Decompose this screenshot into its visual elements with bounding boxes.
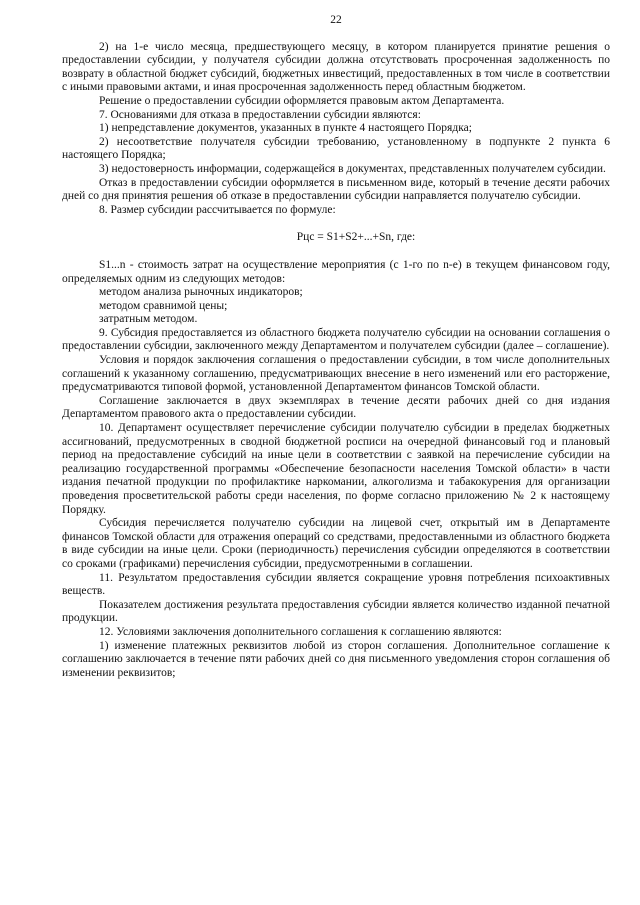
paragraph-9: 9. Субсидия предоставляется из областного бюджета получателю субсидии на основании соглашения о предоставлении субсидии, заключенного между Департаментом и получателем субсидии (далее – соглашение). bbox=[62, 326, 610, 353]
paragraph-11: 11. Результатом предоставления субсидии является сокращение уровня потребления психоактивных веществ. bbox=[62, 571, 610, 598]
paragraph-refusal: Отказ в предоставлении субсидии оформляется в письменном виде, который в течение десяти рабочих дней со дня принятия решения об отказе в предоставлении субсидии направляется получателю субсидии. bbox=[62, 176, 610, 203]
paragraph-7-1: 1) непредставление документов, указанных в пункте 4 настоящего Порядка; bbox=[99, 122, 472, 135]
paragraph-s1-definition: S1...n - стоимость затрат на осуществление мероприятия (с 1-го по n-е) в текущем финансовом году, определяемых одним из следующих методов: bbox=[62, 258, 610, 285]
method-cost: затратным методом. bbox=[99, 313, 198, 326]
subsidy-formula: Рцс = S1+S2+...+Sn, где: bbox=[296, 231, 416, 244]
paragraph-10: 10. Департамент осуществляет перечисление субсидии получателю субсидии в пределах бюджетных ассигнований, предусмотренных в сводной бюджетной росписи на очередной финансовый год и плановый период на предоставление субсидий на иные цели в соответствии с заявкой на перечисление субсидии на реализацию государственной программы «Обеспечение безопасности населения Томской области» в части издания печатной продукции по профилактике наркомании, алкоголизма и табакокурения для организации проведения просветительской работы среди населения, по форме согласно приложению № 2 к настоящему Порядку. bbox=[62, 422, 610, 516]
paragraph-7-3: 3) недостоверность информации, содержащейся в документах, представленных получателем субсидии. bbox=[99, 162, 606, 175]
paragraph-agreement-conditions: Условия и порядок заключения соглашения о предоставлении субсидии, в том числе дополнительных соглашений к указанному соглашению, предусматривающих внесение в него изменений или его расторжение, предусматриваются типовой формой, установленной Департаментом финансов Томской области. bbox=[62, 354, 610, 394]
paragraph-12: 12. Условиями заключения дополнительного соглашения к соглашению являются: bbox=[99, 625, 502, 638]
paragraph-decision: Решение о предоставлении субсидии оформляется правовым актом Департамента. bbox=[99, 94, 505, 107]
paragraph-12-1: 1) изменение платежных реквизитов любой из сторон соглашения. Дополнительное соглашение к соглашению заключается в течение пяти рабочих дней со дня письменного уведомления сторон соглашения об изменении реквизитов; bbox=[62, 639, 610, 679]
paragraph-8: 8. Размер субсидии рассчитывается по формуле: bbox=[99, 203, 336, 216]
paragraph-transfer: Субсидия перечисляется получателю субсидии на лицевой счет, открытый им в Департаменте финансов Томской области для отражения операций со средствами, предоставленными из областного бюджета в виде субсидии на иные цели. Сроки (периодичность) перечисления субсидии определяются в соответствии со сроками (графиками) перечисления субсидии, предусмотренными в соглашении. bbox=[62, 517, 610, 570]
paragraph-agreement-copies: Соглашение заключается в двух экземплярах в течение десяти рабочих дней со дня издания Департаментом правового акта о предоставлении субсидии. bbox=[62, 394, 610, 421]
page-number: 22 bbox=[330, 14, 342, 26]
method-market-indicators: методом анализа рыночных индикаторов; bbox=[99, 286, 303, 299]
paragraph-7-2: 2) несоответствие получателя субсидии требованию, установленному в подпункте 2 пункта 6 настоящего Порядка; bbox=[62, 135, 610, 162]
method-comparable-price: методом сравнимой цены; bbox=[99, 299, 228, 312]
paragraph-7-heading: 7. Основаниями для отказа в предоставлении субсидии являются: bbox=[99, 108, 421, 121]
paragraph-6-2: 2) на 1-е число месяца, предшествующего месяцу, в котором планируется принятие решения о предоставлении субсидии, у получателя субсидии должна отсутствовать просроченная задолженность по возврату в областной бюджет субсидий, бюджетных инвестиций, предоставленных в том числе в соответствии с иными правовыми актами, и иная просроченная задолженность перед областным бюджетом. bbox=[62, 40, 610, 94]
paragraph-indicator: Показателем достижения результата предоставления субсидии является количество изданной печатной продукции. bbox=[62, 598, 610, 625]
